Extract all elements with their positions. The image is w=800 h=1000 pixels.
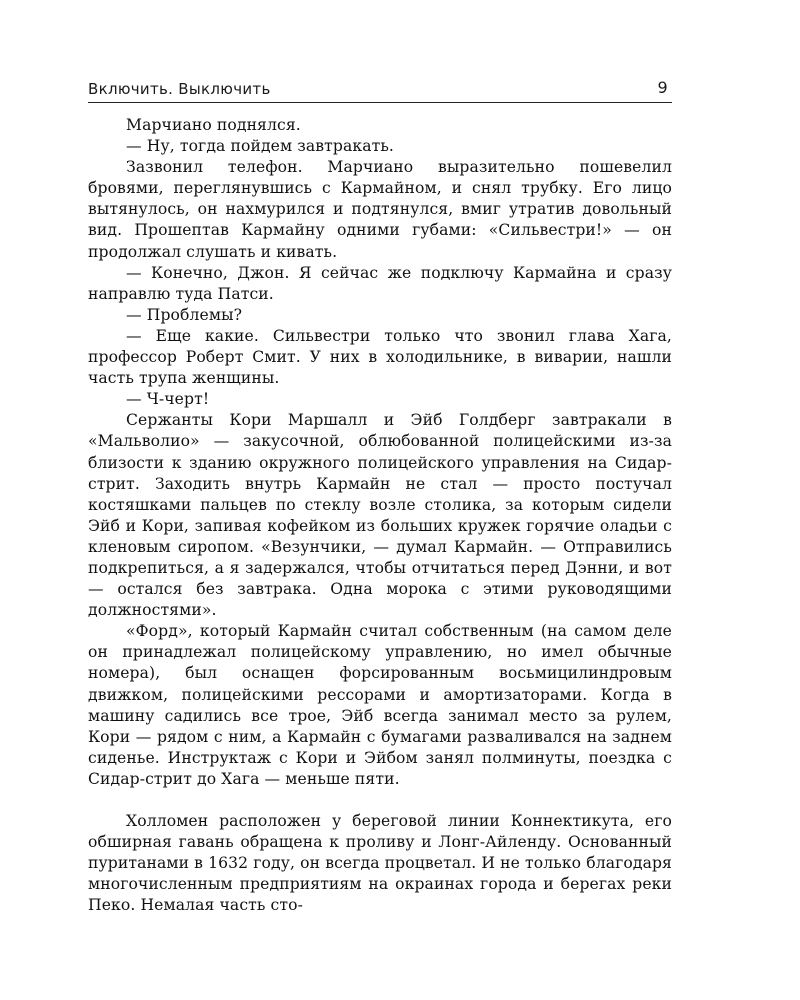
paragraph: — Еще какие. Сильвестри только что звонил глава Хага, профессор Роберт Смит. У них в холодильнике, в виварии, нашли часть трупа женщины.: [88, 326, 672, 388]
paragraph: «Форд», который Кармайн считал собственным (на самом деле он принадлежал полицейскому управлению, но имел обычные номера), был оснащен форсированным восьмицилиндровым движком, полицейскими рессорами и амортизаторами. Когда в машину садились все трое, Эйб всегда занимал место за рулем, Кори — рядом с ним, а Кармайн с бумагами разваливался на заднем сиденье. Инструктаж с Кори и Эйбом занял полминуты, поездка с Сидар-стрит до Хага — меньше пяти.: [88, 622, 672, 788]
paragraph: — Проблемы?: [126, 305, 243, 324]
book-page: [88, 78, 672, 978]
paragraph: Зазвонил телефон. Марчиано выразительно пошевелил бровями, переглянувшись с Кармайном, и снял трубку. Его лицо вытянулось, он нахмурился и подтянулся, вмиг утратив довольный вид. Прошептав Кармайну одними губами: «Сильвестри!» — он продолжал слушать и кивать.: [88, 158, 672, 261]
paragraph: Холломен расположен у береговой линии Коннектикута, его обширная гавань обращена к проливу и Лонг-Айленду. Основанный пуританами в 1632 году, он всегда процветал. И не только благодаря многочисленным предприятиям на окраинах города и берегах реки Пеко. Немалая часть сто-: [88, 812, 672, 915]
chapter-title: Включить. Выключить: [88, 80, 271, 98]
header-divider: [88, 102, 672, 103]
paragraph: — Ч-черт!: [126, 390, 210, 409]
running-header: [88, 78, 672, 100]
paragraph: — Ну, тогда пойдем завтракать.: [126, 137, 394, 156]
body-text: [88, 115, 672, 916]
paragraph: Марчиано поднялся.: [126, 116, 301, 134]
paragraph: Сержанты Кори Маршалл и Эйб Голдберг завтракали в «Мальволио» — закусочной, облюбованной полицейскими из-за близости к зданию окружного полицейского управления на Сидар-стрит. Заходить внутрь Кармайн не стал — просто постучал костяшками пальцев по стеклу возле столика, за которым сидели Эйб и Кори, запивая кофейком из больших кружек горячие оладьи с кленовым сиропом. «Везунчики, — думал Кармайн. — Отправились подкрепиться, а я задержался, чтобы отчитаться перед Дэнни, и вот — остался без завтрака. Одна морока с этими руководящими должностями».: [88, 411, 672, 620]
page-number: 9: [657, 78, 668, 97]
paragraph: — Конечно, Джон. Я сейчас же подключу Кармайна и сразу направлю туда Патси.: [88, 263, 672, 303]
